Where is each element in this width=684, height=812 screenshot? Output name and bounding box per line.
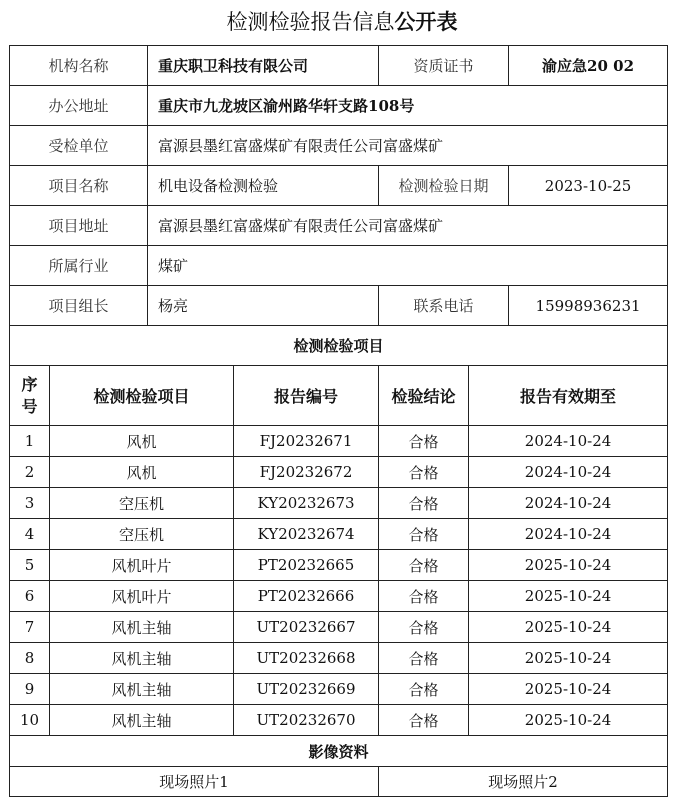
cert-label: 资质证书 — [379, 46, 509, 86]
cell-conclusion: 合格 — [379, 426, 469, 457]
table-row — [10, 705, 668, 736]
project-value: 机电设备检测检验 — [148, 166, 379, 206]
media-section-title: 影像资料 — [10, 736, 668, 767]
site-label: 项目地址 — [10, 206, 148, 246]
cell-item: 空压机 — [50, 519, 234, 550]
table-row — [10, 488, 668, 519]
col-conclusion: 检验结论 — [379, 366, 469, 426]
table-row — [10, 643, 668, 674]
phone-value: 15998936231 — [509, 286, 668, 326]
cell-valid-until: 2025-10-24 — [469, 612, 668, 643]
row-media-section — [10, 736, 668, 767]
table-row — [10, 581, 668, 612]
cell-seq: 10 — [10, 705, 50, 736]
row-items-section — [10, 326, 668, 366]
row-leader — [10, 286, 668, 326]
cell-report-no: PT20232666 — [234, 581, 379, 612]
col-item: 检测检验项目 — [50, 366, 234, 426]
items-section-title: 检测检验项目 — [10, 326, 668, 366]
cell-conclusion: 合格 — [379, 550, 469, 581]
row-address — [10, 86, 668, 126]
items-header-row — [10, 366, 668, 426]
addr-value: 重庆市九龙坡区渝州路华轩支路108号 — [148, 86, 668, 126]
row-industry — [10, 246, 668, 286]
cell-item: 风机主轴 — [50, 612, 234, 643]
cell-report-no: UT20232669 — [234, 674, 379, 705]
cell-item: 风机叶片 — [50, 550, 234, 581]
cell-item: 风机叶片 — [50, 581, 234, 612]
cell-seq: 4 — [10, 519, 50, 550]
report-table — [9, 45, 668, 797]
row-site — [10, 206, 668, 246]
date-value: 2023-10-25 — [509, 166, 668, 206]
phone-label: 联系电话 — [379, 286, 509, 326]
cell-report-no: FJ20232672 — [234, 457, 379, 488]
cell-valid-until: 2024-10-24 — [469, 488, 668, 519]
cell-valid-until: 2024-10-24 — [469, 426, 668, 457]
page-title — [0, 6, 684, 38]
cell-report-no: KY20232673 — [234, 488, 379, 519]
table-row — [10, 612, 668, 643]
cell-report-no: UT20232667 — [234, 612, 379, 643]
row-client — [10, 126, 668, 166]
row-project — [10, 166, 668, 206]
col-report-no: 报告编号 — [234, 366, 379, 426]
title-bold: 公开表 — [394, 9, 458, 34]
cell-conclusion: 合格 — [379, 519, 469, 550]
cell-report-no: FJ20232671 — [234, 426, 379, 457]
items-body — [10, 426, 668, 736]
cell-report-no: PT20232665 — [234, 550, 379, 581]
cell-seq: 8 — [10, 643, 50, 674]
cell-valid-until: 2025-10-24 — [469, 581, 668, 612]
table-row — [10, 674, 668, 705]
cell-seq: 7 — [10, 612, 50, 643]
photo-1-label: 现场照片1 — [10, 767, 379, 797]
cell-conclusion: 合格 — [379, 705, 469, 736]
leader-label: 项目组长 — [10, 286, 148, 326]
table-row — [10, 519, 668, 550]
row-photos — [10, 767, 668, 797]
cell-conclusion: 合格 — [379, 457, 469, 488]
table-row — [10, 426, 668, 457]
leader-value: 杨亮 — [148, 286, 379, 326]
addr-label: 办公地址 — [10, 86, 148, 126]
photo-2-label: 现场照片2 — [379, 767, 668, 797]
cell-item: 风机主轴 — [50, 643, 234, 674]
cell-conclusion: 合格 — [379, 643, 469, 674]
cell-item: 风机 — [50, 426, 234, 457]
cell-item: 风机 — [50, 457, 234, 488]
title-main: 检测检验报告信息 — [226, 10, 395, 34]
cell-conclusion: 合格 — [379, 612, 469, 643]
project-label: 项目名称 — [10, 166, 148, 206]
org-label: 机构名称 — [10, 46, 148, 86]
date-label: 检测检验日期 — [379, 166, 509, 206]
cell-seq: 9 — [10, 674, 50, 705]
cell-item: 风机主轴 — [50, 674, 234, 705]
cell-seq: 2 — [10, 457, 50, 488]
cell-seq: 5 — [10, 550, 50, 581]
cell-item: 风机主轴 — [50, 705, 234, 736]
industry-label: 所属行业 — [10, 246, 148, 286]
industry-value: 煤矿 — [148, 246, 668, 286]
cell-valid-until: 2025-10-24 — [469, 705, 668, 736]
cell-valid-until: 2024-10-24 — [469, 519, 668, 550]
cell-report-no: UT20232670 — [234, 705, 379, 736]
cell-valid-until: 2025-10-24 — [469, 674, 668, 705]
cert-value: 渝应急20 02 — [509, 46, 668, 86]
cell-conclusion: 合格 — [379, 488, 469, 519]
cell-report-no: KY20232674 — [234, 519, 379, 550]
cell-item: 空压机 — [50, 488, 234, 519]
table-row — [10, 457, 668, 488]
row-org — [10, 46, 668, 86]
cell-valid-until: 2025-10-24 — [469, 643, 668, 674]
cell-valid-until: 2024-10-24 — [469, 457, 668, 488]
client-value: 富源县墨红富盛煤矿有限责任公司富盛煤矿 — [148, 126, 668, 166]
client-label: 受检单位 — [10, 126, 148, 166]
col-valid-until: 报告有效期至 — [469, 366, 668, 426]
cell-seq: 3 — [10, 488, 50, 519]
cell-seq: 1 — [10, 426, 50, 457]
cell-conclusion: 合格 — [379, 674, 469, 705]
cell-conclusion: 合格 — [379, 581, 469, 612]
site-value: 富源县墨红富盛煤矿有限责任公司富盛煤矿 — [148, 206, 668, 246]
org-value: 重庆职卫科技有限公司 — [148, 46, 379, 86]
cell-valid-until: 2025-10-24 — [469, 550, 668, 581]
col-seq: 序号 — [10, 366, 50, 426]
cell-seq: 6 — [10, 581, 50, 612]
table-row — [10, 550, 668, 581]
cell-report-no: UT20232668 — [234, 643, 379, 674]
